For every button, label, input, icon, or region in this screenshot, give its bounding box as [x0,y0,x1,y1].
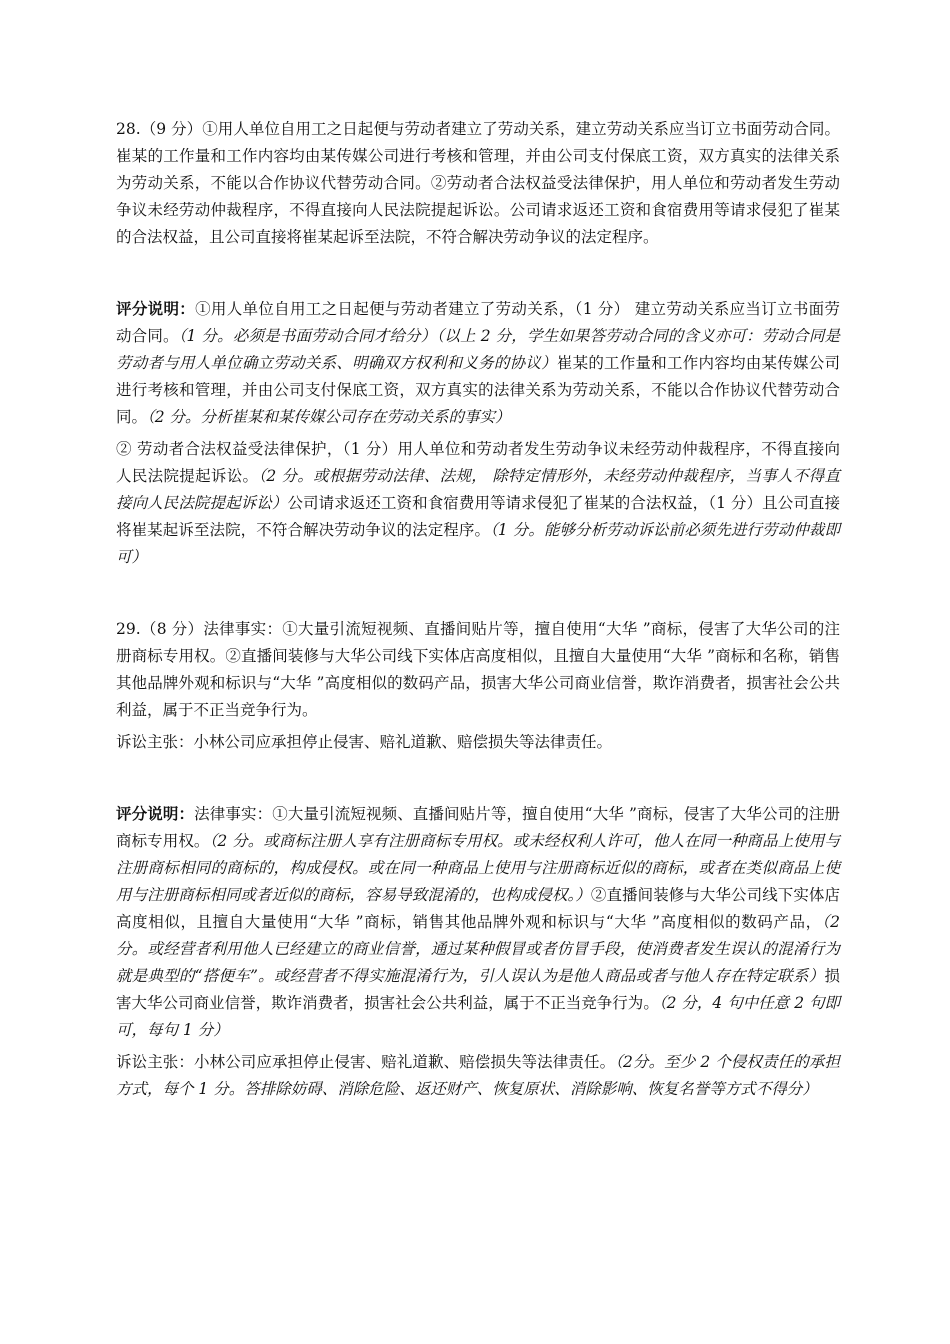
scoring-note: （1 分。能够分析劳动诉讼前必须先进行劳动仲裁即可） [116,521,840,566]
segment: 法律事实：①大量引流短视频、直播间贴片等，擅自使用“大华 ”商标，侵害了大华公司的注册商标专用权。 [116,805,840,850]
scoring-note: （2 分。分析崔某和某传媒公司存在劳动关系的事实） [147,408,511,426]
segment: ② 劳动者合法权益受法律保护，（1 分）用人单位和劳动者发生劳动争议未经劳动仲裁程序，不得直接向人民法院提起诉讼。 [116,440,840,485]
scoring-note: （2 分。或经营者利用他人已经建立的商业信誉，通过某种假冒或者仿冒手段，使消费者发生误认的混淆行为就是典型的“搭便车”。或经营者不得实施混淆行为，引人误认为是他人商品或者与他人存在特定联系） [116,913,840,985]
q29-scoring-claim [116,1049,840,1103]
q28-scoring-paragraph-1 [116,296,840,431]
scoring-note: （2 分。或根据劳动法律、法规， 除特定情形外，未经劳动仲裁程序，当事人不得直接向人民法院提起诉讼） [116,467,840,512]
q29-claim: 诉讼主张：小林公司应承担停止侵害、赔礼道歉、赔偿损失等法律责任。 [116,733,613,751]
q28-answer: 28.（9 分）①用人单位自用工之日起便与劳动者建立了劳动关系，建立劳动关系应当订立书面劳动合同。崔某的工作量和工作内容均由某传媒公司进行考核和管理，并由公司支付保底工资，双方真实的法律关系为劳动关系，不能以合作协议代替劳动合同。②劳动者合法权益受法律保护，用人单位和劳动者发生劳动争议未经劳动仲裁程序，不得直接向人民法院提起诉讼。公司请求返还工资和食宿费用等请求侵犯了崔某的合法权益，且公司直接将崔某起诉至法院，不符合解决劳动争议的法定程序。 [116,120,840,246]
segment: ②直播间装修与大华公司线下实体店高度相似，且擅自大量使用“大华 ”商标，销售其他品牌外观和标识与“大华 ”高度相似的数码产品， [116,886,840,931]
segment: 损害大华公司商业信誉，欺诈消费者，损害社会公共利益，属于不正当竞争行为。 [116,967,840,1012]
segment: 诉讼主张：小林公司应承担停止侵害、赔礼道歉、赔偿损失等法律责任。 [116,1053,616,1071]
segment: 公司请求返还工资和食宿费用等请求侵犯了崔某的合法权益，（1 分）且公司直接将崔某起诉至法院，不符合解决劳动争议的法定程序。 [116,494,840,539]
segment: ①用人单位自用工之日起便与劳动者建立了劳动关系，（1 分） 建立劳动关系应当订立书面劳动合同。 [116,300,841,345]
scoring-note: （2 分，4 句中任意 2 句即可，每句 1 分） [116,994,840,1039]
q29-scoring-paragraph-1 [116,801,840,1044]
q29-answer: 29.（8 分）法律事实：①大量引流短视频、直播间贴片等，擅自使用“大华 ”商标，侵害了大华公司的注册商标专用权。②直播间装修与大华公司线下实体店高度相似，且擅自大量使用“大华 ”商标和名称，销售其他品牌外观和标识与“大华 ”高度相似的数码产品，损害大华公司商业信誉，欺诈消费者，损害社会公共利益，属于不正当竞争行为。 [116,620,840,719]
q28-scoring-paragraph-2 [116,436,840,571]
scoring-note: （2 分。或商标注册人享有注册商标专用权。或未经权利人许可，他人在同一种商品上使用与注册商标相同的商标的，构成侵权。或在同一种商品上使用与注册商标近似的商标，或者在类似商品上使用与注册商标相同或者近似的商标，容易导致混淆的，也构成侵权。） [116,832,840,904]
segment: 崔某的工作量和工作内容均由某传媒公司进行考核和管理，并由公司支付保底工资，双方真实的法律关系为劳动关系，不能以合作协议代替劳动合同。 [116,354,840,426]
scoring-note: （2分。至少 2 个侵权责任的承担方式，每个 1 分。答排除妨碍、消除危险、返还财产、恢复原状、消除影响、恢复名誉等方式不得分） [116,1053,840,1098]
scoring-note: （1 分。必须是书面劳动合同才给分）（以上 2 分，学生如果答劳动合同的含义亦可：劳动合同是劳动者与用人单位确立劳动关系、明确双方权利和义务的协议） [116,327,840,372]
q29-scoring-label: 评分说明： [116,805,195,823]
document-page [116,116,840,1103]
q28-scoring-label: 评分说明： [116,300,196,318]
